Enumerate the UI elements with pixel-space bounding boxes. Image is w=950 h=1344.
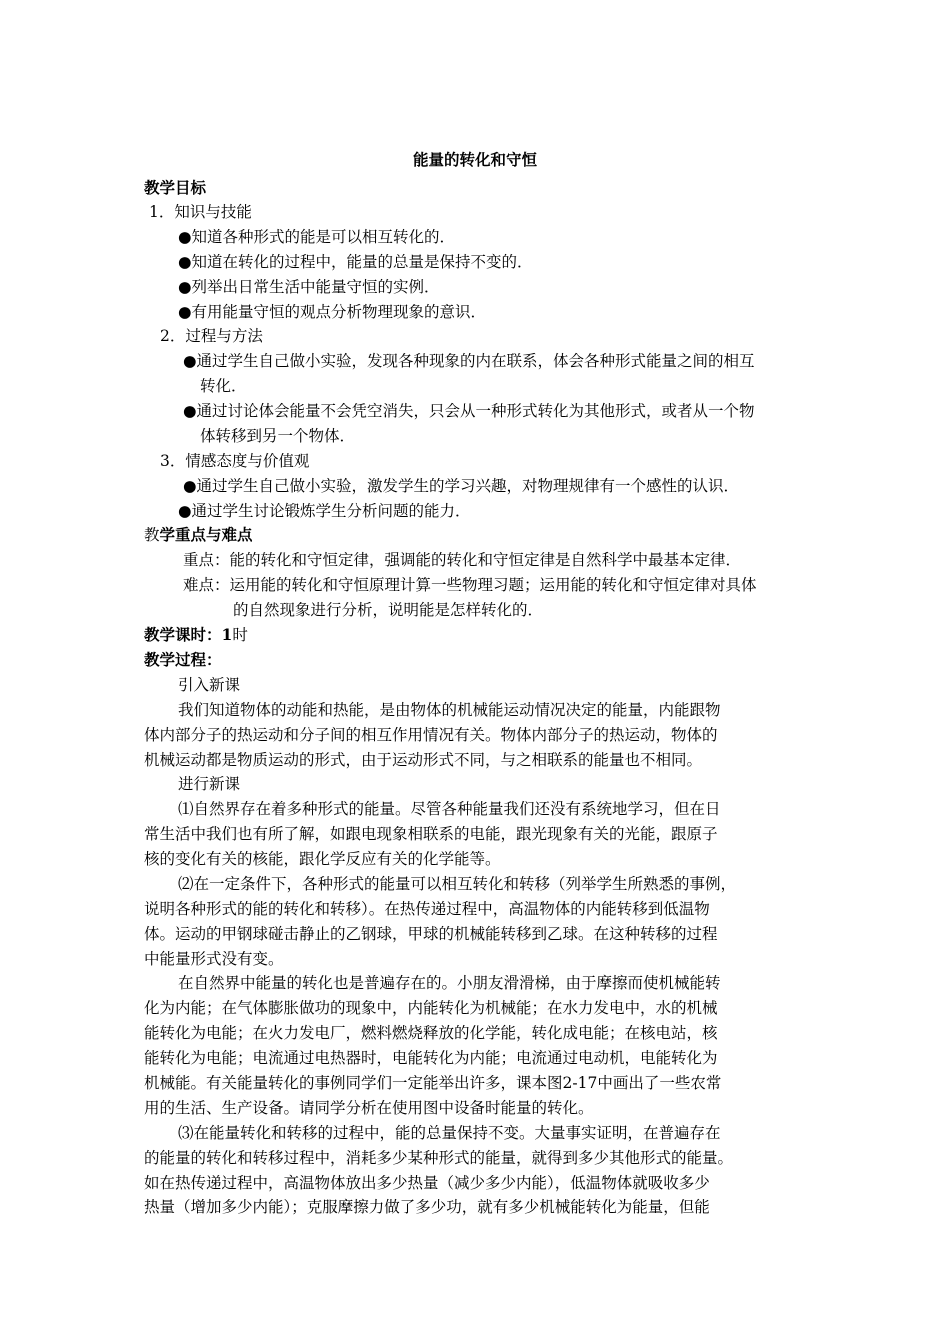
process-item-line: 体转移到另一个物体． xyxy=(200,427,356,445)
class-hours-number: 1 xyxy=(221,625,233,644)
process-item-line: ●通过学生自己做小实验，发现各种现象的内在联系，体会各种形式能量之间的相互 xyxy=(183,352,755,370)
goals-heading: 教学目标 xyxy=(144,178,207,197)
page-title: 能量的转化和守恒 xyxy=(412,150,537,169)
process-method-heading: 2．过程与方法 xyxy=(160,327,263,345)
process-item-line: ●通过讨论体会能量不会凭空消失，只会从一种形式转化为其他形式，或者从一个物 xyxy=(183,402,755,420)
attitude-values-heading: 3．情感态度与价值观 xyxy=(160,452,310,470)
paragraph-line: 如在热传递过程中，高温物体放出多少热量（减少多少内能），低温物体就吸收多少 xyxy=(144,1174,710,1192)
paragraph-line: 化为内能；在气体膨胀做功的现象中，内能转化为机械能；在水力发电中，水的机械 xyxy=(144,999,718,1017)
knowledge-item: ●有用能量守恒的观点分析物理现象的意识． xyxy=(178,303,487,321)
intro-line: 体内部分子的热运动和分子间的相互作用情况有关。物体内部分子的热运动，物体的 xyxy=(144,726,718,744)
paragraph-line: 能转化为电能；电流通过电热器时，电能转化为内能；电流通过电动机，电能转化为 xyxy=(144,1049,718,1067)
paragraph-line: 在自然界中能量的转化也是普遍存在的。小朋友滑滑梯，由于摩擦而使机械能转 xyxy=(178,974,721,992)
attitude-item: ●通过学生自己做小实验，激发学生的学习兴趣，对物理规律有一个感性的认识． xyxy=(183,477,740,495)
process-heading: 教学过程： xyxy=(144,650,222,669)
paragraph-line: 能转化为电能；在火力发电厂，燃料燃烧释放的化学能，转化成电能；在核电站，核 xyxy=(144,1024,718,1042)
paragraph-line: ⑴自然界存在着多种形式的能量。尽管各种能量我们还没有系统地学习，但在日 xyxy=(178,800,721,818)
intro-line: 我们知道物体的动能和热能，是由物体的机械能运动情况决定的能量，内能跟物 xyxy=(178,701,721,719)
key-difficulty-heading xyxy=(144,523,253,547)
knowledge-item: ●列举出日常生活中能量守恒的实例． xyxy=(178,278,440,296)
paragraph-line: 机械能。有关能量转化的事例同学们一定能举出许多，课本图2-17中画出了一些农常 xyxy=(144,1074,722,1092)
paragraph-line: 说明各种形式的能的转化和转移）。在热传递过程中，高温物体的内能转移到低温物 xyxy=(144,900,710,918)
paragraph-line: 用的生活、生产设备。请同学分析在使用图中设备时能量的转化。 xyxy=(144,1099,594,1117)
knowledge-item: ●知道各种形式的能是可以相互转化的． xyxy=(178,228,456,246)
difficulty-line: 难点：运用能的转化和守恒原理计算一些物理习题；运用能的转化和守恒定律对具体 xyxy=(183,576,757,594)
paragraph-line: 热量（增加多少内能）；克服摩擦力做了多少功，就有多少机械能转化为能量，但能 xyxy=(144,1198,710,1216)
difficulty-line: 的自然现象进行分析，说明能是怎样转化的． xyxy=(233,601,544,619)
intro-heading: 引入新课 xyxy=(178,676,241,694)
knowledge-skills-heading: 1．知识与技能 xyxy=(149,203,252,221)
intro-line: 机械运动都是物质运动的形式，由于运动形式不同，与之相联系的能量也不相同。 xyxy=(144,751,703,769)
paragraph-line: 核的变化有关的核能，跟化学反应有关的化学能等。 xyxy=(144,850,501,868)
key-difficulty-heading-a: 教 xyxy=(144,526,160,544)
paragraph-line: 常生活中我们也有所了解，如跟电现象相联系的电能，跟光现象有关的光能，跟原子 xyxy=(144,825,718,843)
paragraph-line: 的能量的转化和转移过程中，消耗多少某种形式的能量，就得到多少其他形式的能量。 xyxy=(144,1149,734,1167)
paragraph-line: ⑵在一定条件下，各种形式的能量可以相互转化和转移（列举学生所熟悉的事例， xyxy=(178,875,737,893)
paragraph-line: 体。运动的甲钢球碰击静止的乙钢球，甲球的机械能转移到乙球。在这种转移的过程 xyxy=(144,925,718,943)
attitude-item: ●通过学生讨论锻炼学生分析问题的能力． xyxy=(178,502,471,520)
class-hours-unit: 时 xyxy=(232,626,248,644)
paragraph-line: 中能量形式没有变。 xyxy=(144,950,284,968)
process-item-line: 转化． xyxy=(200,377,247,395)
key-point: 重点：能的转化和守恒定律，强调能的转化和守恒定律是自然科学中最基本定律． xyxy=(183,551,742,569)
new-lesson-heading: 进行新课 xyxy=(178,775,241,793)
knowledge-item: ●知道在转化的过程中，能量的总量是保持不变的． xyxy=(178,253,533,271)
class-hours xyxy=(144,623,248,647)
key-difficulty-heading-b: 学重点与难点 xyxy=(159,525,253,544)
paragraph-line: ⑶在能量转化和转移的过程中，能的总量保持不变。大量事实证明，在普遍存在 xyxy=(178,1124,721,1142)
class-hours-label: 教学课时： xyxy=(144,625,222,644)
